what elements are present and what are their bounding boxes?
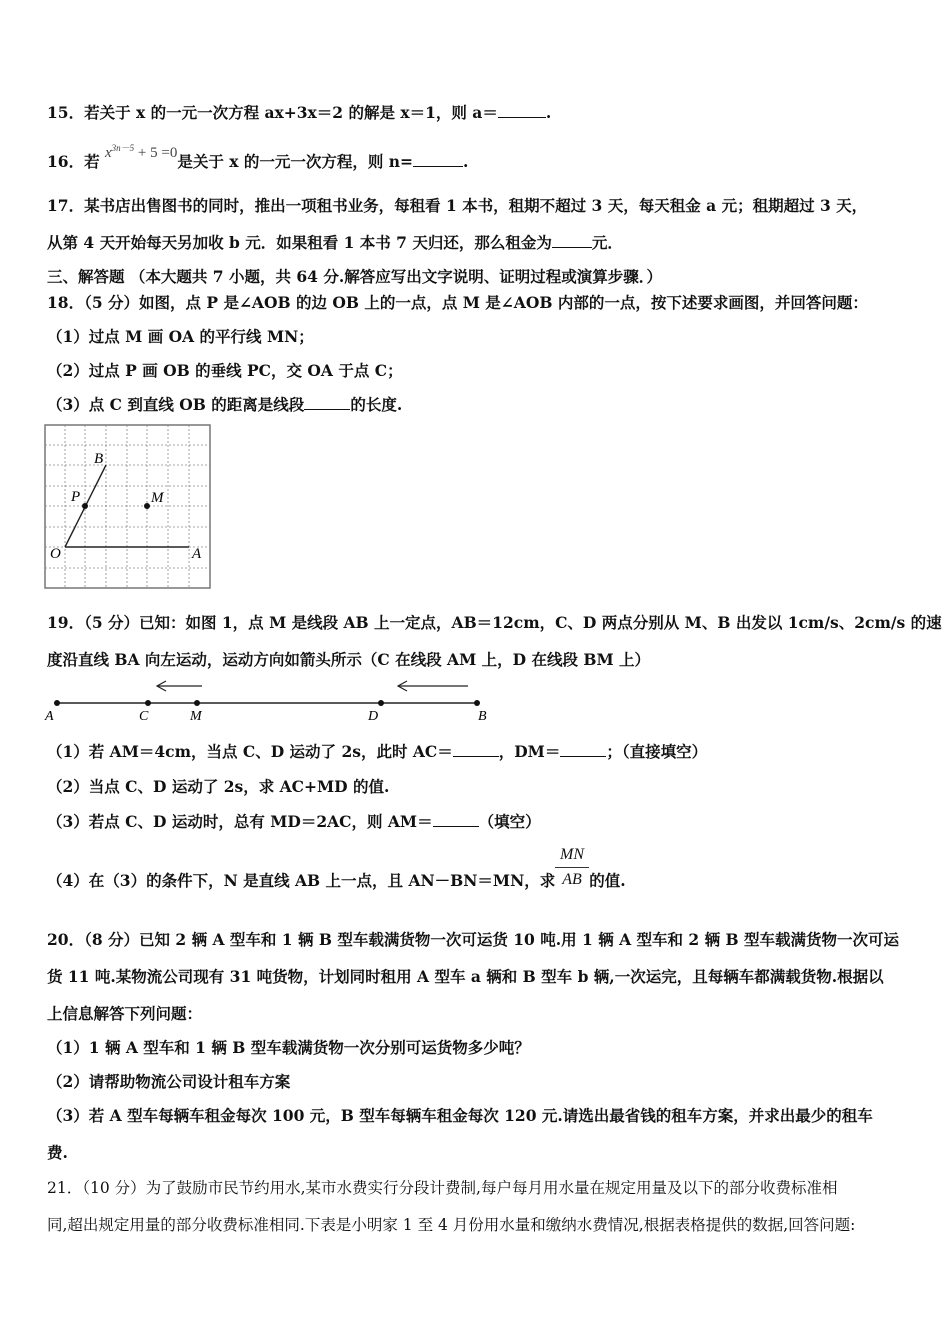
- question-18-head: 18．（5 分）如图，点 P 是∠AOB 的边 OB 上的一点，点 M 是∠AOB 内部的一点，按下述要求画图，并回答问题：: [47, 293, 868, 312]
- question-17-line-2: 从第 4 天开始每天另加收 b 元．如果租看 1 本书 7 天归还，那么租金为 元．: [47, 233, 623, 252]
- question-20-line-1: 20．（8 分）已知 2 辆 A 型车和 1 辆 B 型车载满货物一次可运货 10 吨.用 1 辆 A 型车和 2 辆 B 型车载满货物一次可运: [47, 930, 899, 949]
- grid-border: [45, 425, 210, 588]
- grid-figure: [44, 424, 212, 590]
- question-18-part-2: （2）过点 P 画 OB 的垂线 PC，交 OA 于点 C；: [47, 361, 403, 380]
- point-M: [144, 503, 150, 509]
- question-19-line-2: 度沿直线 BA 向左运动，运动方向如箭头所示（C 在线段 AM 上，D 在线段 BM 上）: [47, 650, 651, 669]
- answer-blank: [433, 812, 479, 827]
- equation-image: $x^{3n-5} + 5 =0$: [104, 143, 178, 161]
- answer-blank: [498, 103, 546, 118]
- label-M: M: [151, 490, 164, 506]
- question-19-part-3: （3）若点 C、D 运动时，总有 MD＝2AC，则 AM＝ （填空）: [47, 812, 541, 831]
- point-B: [474, 700, 480, 706]
- point-A: [54, 700, 60, 706]
- question-20-part-1: （1）1 辆 A 型车和 1 辆 B 型车载满货物一次分别可运货物多少吨？: [47, 1038, 530, 1057]
- answer-blank: [552, 233, 592, 248]
- label-P: P: [71, 489, 81, 505]
- question-21-line-1: 21．（10 分）为了鼓励市民节约用水,某市水费实行分段计费制,每户每月用水量在规定用量及以下的部分收费标准相: [47, 1179, 838, 1197]
- question-18-part-3: （3）点 C 到直线 OB 的距离是线段 的长度.: [47, 395, 403, 414]
- question-21-line-2: 同,超出规定用量的部分收费标准相同.下表是小明家 1 至 4 月份用水量和缴纳水费情况,根据表格提供的数据,回答问题:: [47, 1216, 856, 1234]
- label-A: A: [45, 709, 54, 724]
- answer-blank: [413, 152, 463, 167]
- question-19-part-2: （2）当点 C、D 运动了 2s，求 AC+MD 的值.: [47, 777, 390, 796]
- grid-lines: [45, 425, 210, 588]
- fraction-numerator: MN: [560, 846, 584, 863]
- label-B: B: [478, 709, 487, 724]
- question-20-line-3: 上信息解答下列问题：: [47, 1004, 203, 1023]
- label-C: C: [139, 709, 149, 724]
- answer-blank: [560, 742, 606, 757]
- question-15: 15．若关于 x 的一元一次方程 ax+3x＝2 的解是 x＝1，则 a＝ .: [47, 103, 552, 122]
- answer-blank: [304, 395, 350, 410]
- question-18-part-1: （1）过点 M 画 OA 的平行线 MN；: [47, 327, 314, 346]
- question-16: 16．若 $x^{3n-5} + 5 =0$是关于 x 的一元一次方程，则 n= .: [47, 143, 469, 171]
- section-heading: 三、解答题 （本大题共 7 小题，共 64 分.解答应写出文字说明、证明过程或演算步骤．）: [47, 267, 662, 286]
- label-O: O: [50, 546, 61, 562]
- question-19-line-1: 19．（5 分）已知：如图 1，点 M 是线段 AB 上一定点，AB＝12cm，C、D 两点分别从 M、B 出发以 1cm/s、2cm/s 的速: [47, 613, 942, 632]
- point-C: [145, 700, 151, 706]
- question-17-line-1: 17．某书店出售图书的同时，推出一项租书业务，每租看 1 本书，租期不超过 3 天，每天租金 a 元；租期超过 3 天，: [47, 196, 868, 215]
- question-19-part-4: （4）在（3）的条件下，N 是直线 AB 上一点，且 AN－BN＝MN，求 的值.: [47, 871, 626, 890]
- label-D: D: [368, 709, 379, 724]
- question-19-part-1: （1）若 AM＝4cm，当点 C、D 运动了 2s，此时 AC＝ ，DM＝ ；（直接填空）: [47, 742, 708, 761]
- label-A: A: [192, 546, 202, 562]
- question-20-part-3-end: 费.: [47, 1143, 68, 1162]
- question-20-part-3: （3）若 A 型车每辆车租金每次 100 元，B 型车每辆车租金每次 120 元.请选出最省钱的租车方案，并求出最少的租车: [47, 1106, 873, 1125]
- answer-blank: [453, 742, 499, 757]
- label-B: B: [94, 451, 104, 467]
- fraction: [555, 846, 589, 889]
- fraction-bar: [555, 867, 589, 868]
- label-M: M: [190, 709, 202, 724]
- segment-figure: [40, 672, 500, 724]
- fraction-denominator: AB: [562, 871, 582, 888]
- point-D: [378, 700, 384, 706]
- question-20-line-2: 货 11 吨.某物流公司现有 31 吨货物，计划同时租用 A 型车 a 辆和 B 型车 b 辆,一次运完，且每辆车都满载货物.根据以: [47, 967, 884, 986]
- point-P: [82, 503, 88, 509]
- question-20-part-2: （2）请帮助物流公司设计租车方案: [47, 1072, 291, 1091]
- point-M: [194, 700, 200, 706]
